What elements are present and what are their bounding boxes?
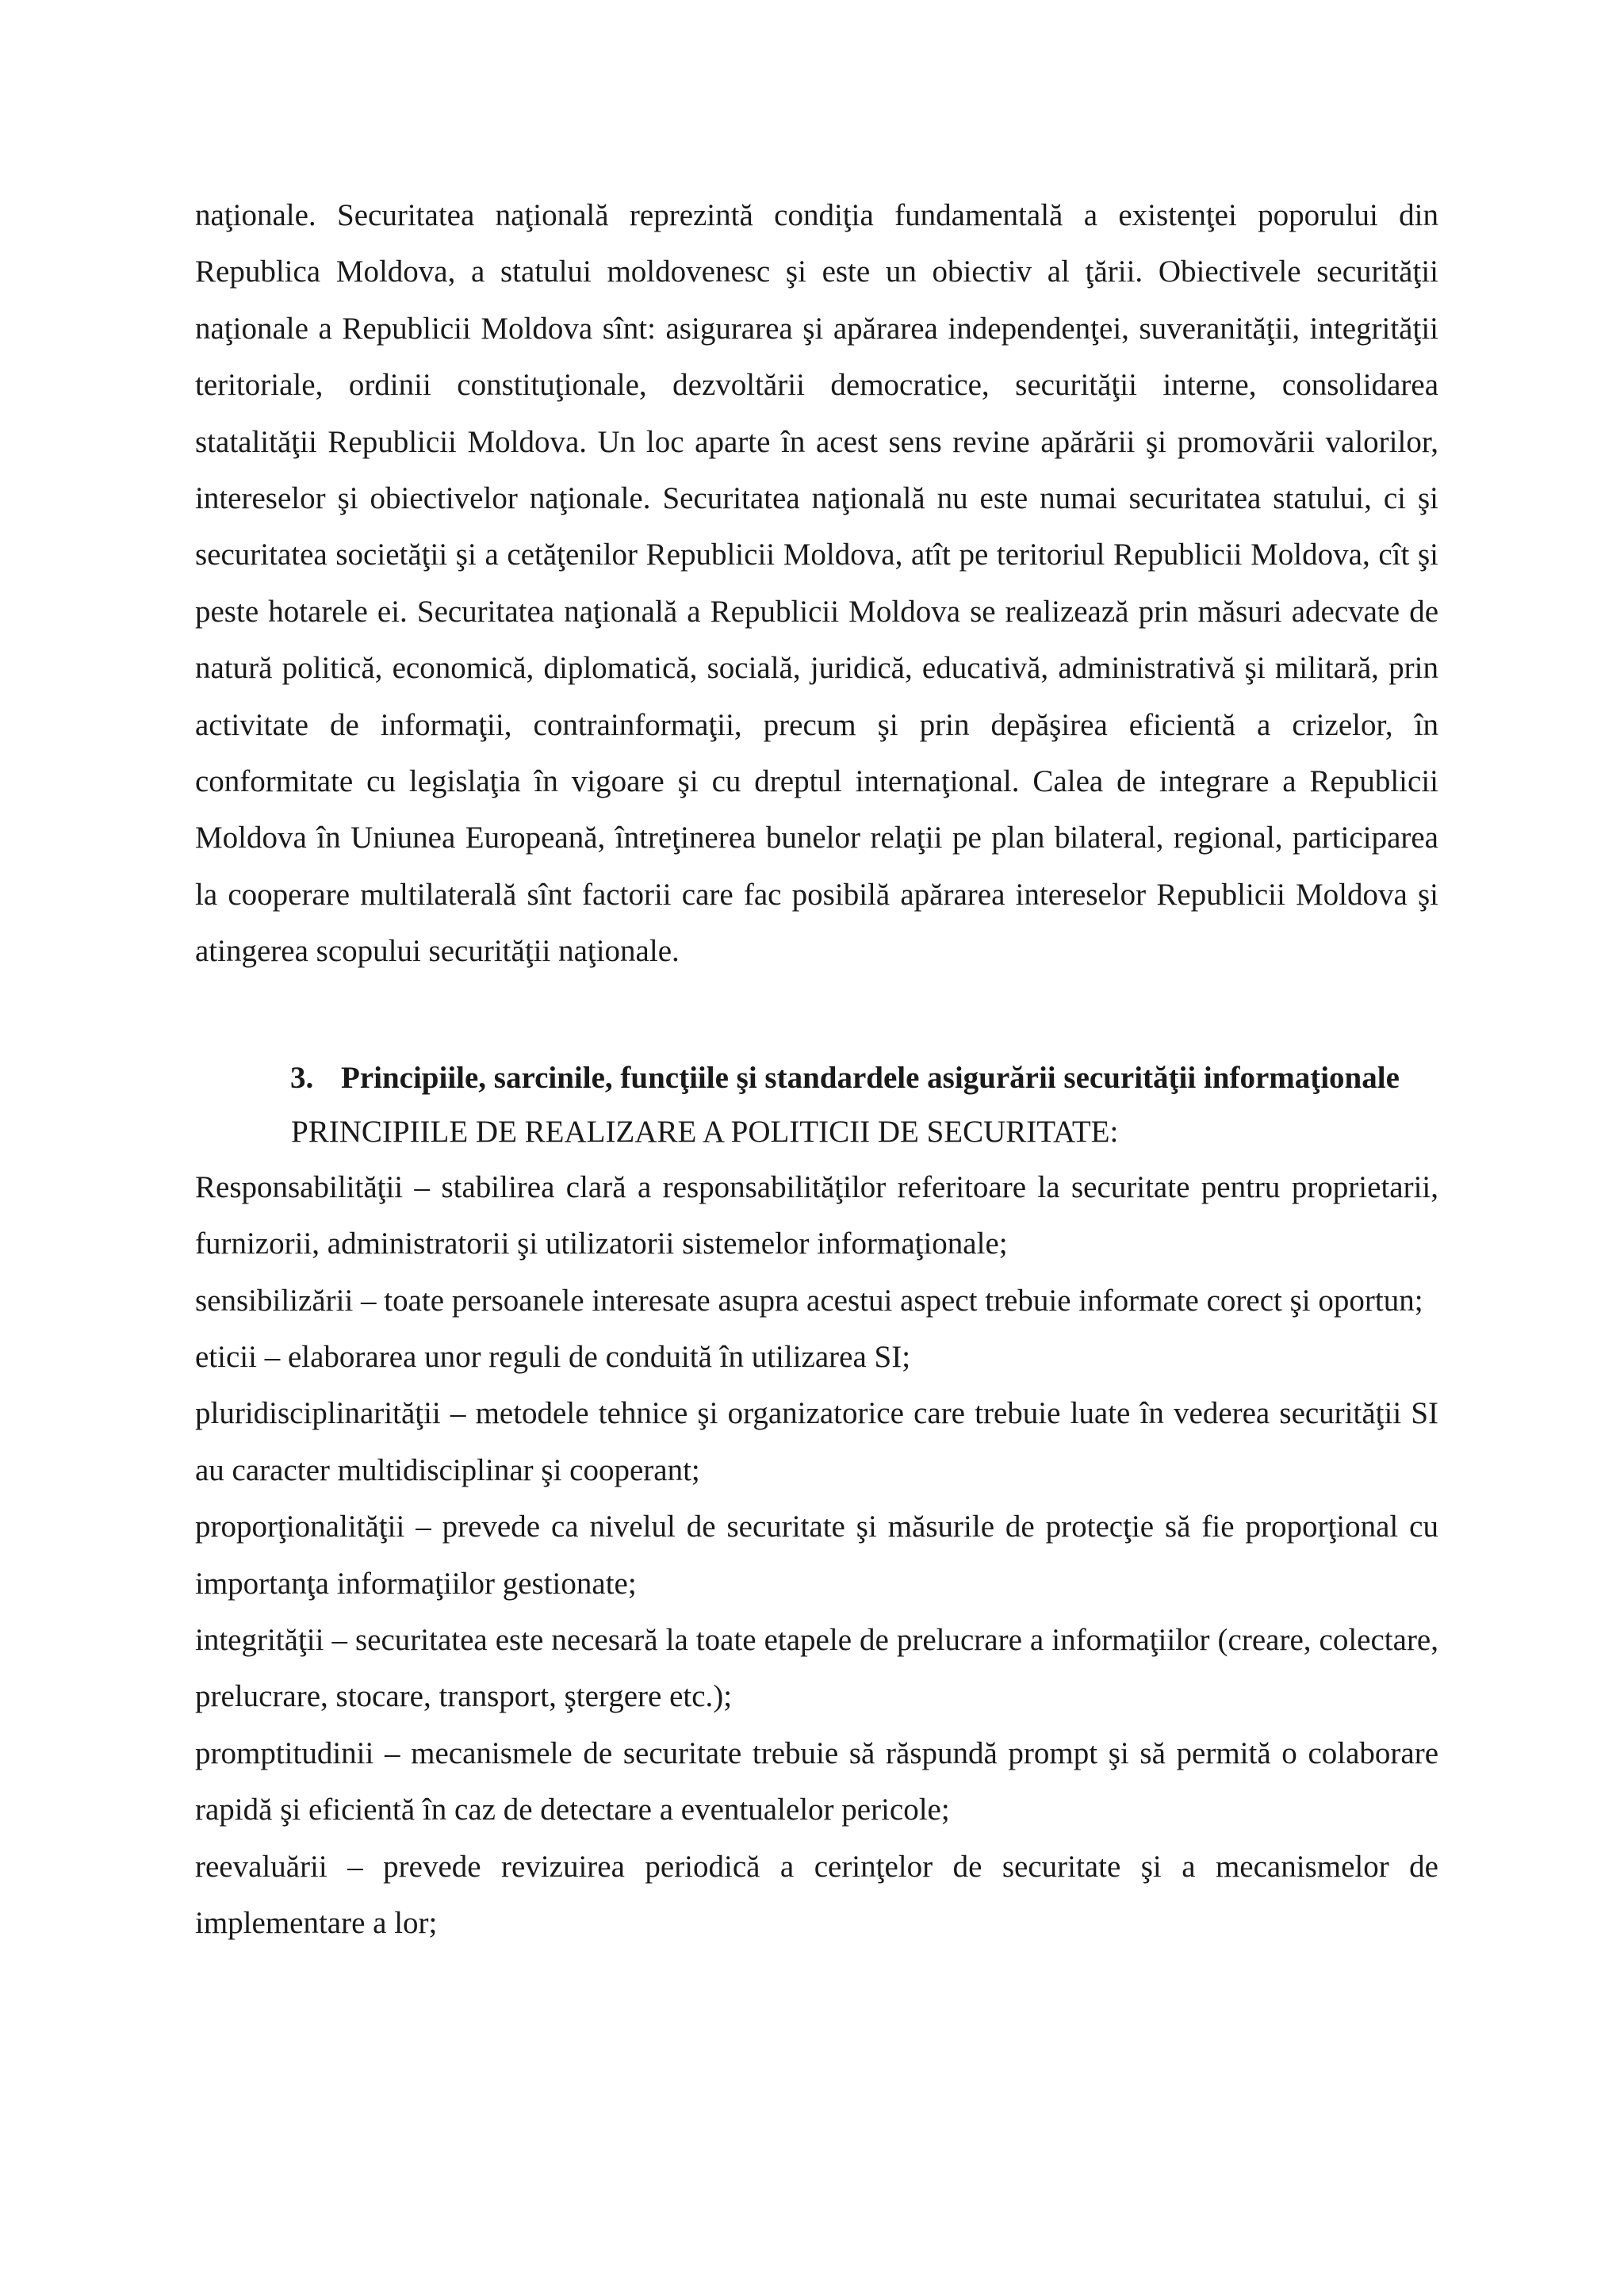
section-subtitle: PRINCIPIILE DE REALIZARE A POLITICII DE SECURITATE: [291, 1114, 1119, 1149]
principle-item: proporţionalităţii – prevede ca nivelul de securitate şi măsurile de protecţie să fie proporţional cu importanţa informaţiilor gestionate; [195, 1510, 1438, 1601]
principle-item: sensibilizării – toate persoanele interesate asupra acestui aspect trebuie informate corect şi oportun; [195, 1283, 1423, 1318]
principle-item: pluridisciplinarităţii – metodele tehnice şi organizatorice care trebuie luate în vederea securităţii SI au caracter multidisciplinar şi cooperant; [195, 1396, 1438, 1487]
principle-item: Responsabilităţii – stabilirea clară a responsabilităţilor referitoare la securitate pentru proprietarii, furnizorii, administratorii şi utilizatorii sistemelor informaţionale; [195, 1169, 1438, 1261]
section-title: Principiile, sarcinile, funcţiile şi standardele asigurării securităţii informaţionale [341, 1060, 1400, 1095]
principle-item: promptitudinii – mecanismele de securitate trebuie să răspundă prompt şi să permită o colaborare rapidă şi eficientă în caz de detectare a eventualelor pericole; [195, 1735, 1438, 1827]
principle-item: reevaluării – prevede revizuirea periodică a cerinţelor de securitate şi a mecanismelor de implementare a lor; [195, 1849, 1438, 1940]
intro-paragraph: naţionale. Securitatea naţională reprezintă condiţia fundamentală a existenţei poporului din Republica Moldova, a statului moldovenesc şi este un obiectiv al ţării. Obiectivele securităţii naţionale a Republicii Moldova sînt: asigurarea şi apărarea independenţei, suveranităţii, integrităţii teritoriale, ordinii constituţionale, dezvoltării democratice, securităţii interne, consolidarea statalităţii Republicii Moldova. Un loc aparte în acest sens revine apărării şi promovării valorilor, intereselor şi obiectivelor naţionale. Securitatea naţională nu este numai securitatea statului, ci şi securitatea societăţii şi a cetăţenilor Republicii Moldova, atît pe teritoriul Republicii Moldova, cît şi peste hotarele ei. Securitatea naţională a Republicii Moldova se realizează prin măsuri adecvate de natură politică, economică, diplomatică, socială, juridică, educativă, administrativă şi militară, prin activitate de informaţii, contrainformaţii, precum şi prin depăşirea eficientă a crizelor, în conformitate cu legislaţia în vigoare şi cu dreptul internaţional. Calea de integrare a Republicii Moldova în Uniunea Europeană, întreţinerea bunelor relaţii pe plan bilateral, regional, participarea la cooperare multilaterală sînt factorii care fac posibilă apărarea intereselor Republicii Moldova şi atingerea scopului securităţii naţionale. [195, 198, 1438, 969]
section-number: 3. [290, 1060, 314, 1095]
page-content [195, 187, 1438, 1951]
principle-item: eticii – elaborarea unor reguli de conduită în utilizarea SI; [195, 1339, 911, 1374]
principle-item: integrităţii – securitatea este necesară la toate etapele de prelucrare a informaţiilor (creare, colectare, prelucrare, stocare, transport, ştergere etc.); [195, 1622, 1438, 1714]
section-heading [195, 1051, 1438, 1105]
